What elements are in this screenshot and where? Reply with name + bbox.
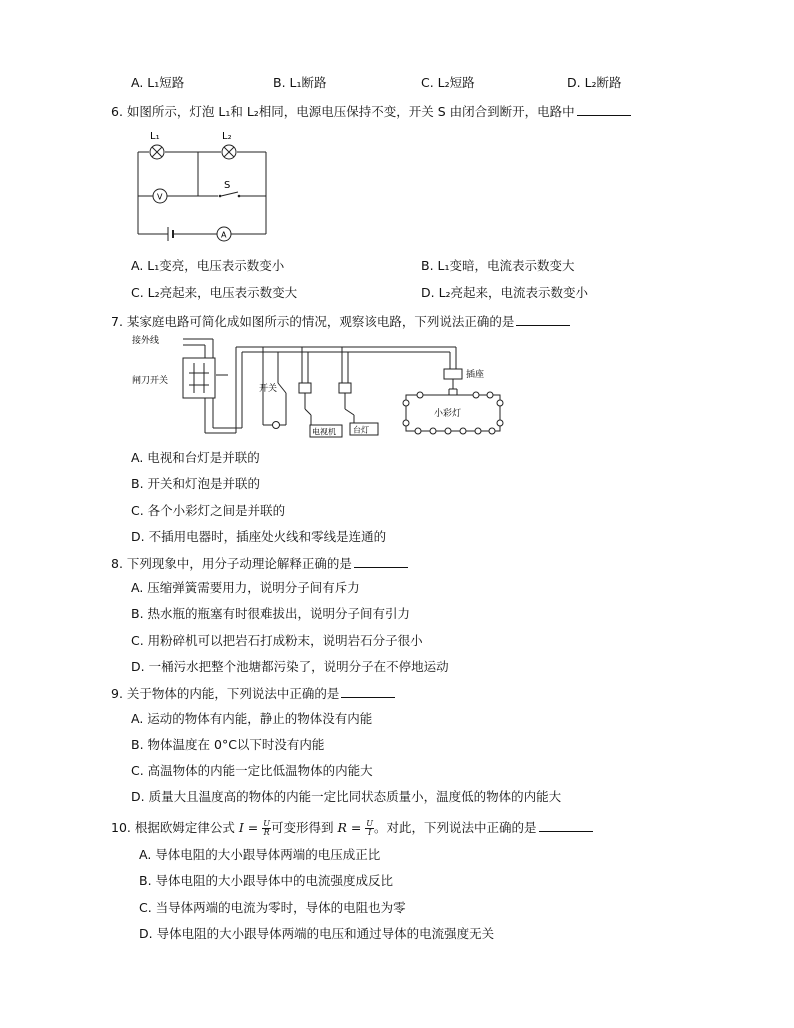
q6-stem bbox=[111, 103, 631, 120]
q5-option-d: D. L₂断路 bbox=[567, 75, 622, 90]
formula-ohm-fraction bbox=[262, 820, 271, 837]
q8-stem-text: 8. 下列现象中，用分子动理论解释正确的是 bbox=[111, 556, 352, 571]
q10-stem-text-2: 可变形得到 bbox=[270, 820, 338, 835]
q9-option-a: A. 运动的物体有内能，静止的物体没有内能 bbox=[131, 711, 373, 726]
q8-option-a: A. 压缩弹簧需要用力，说明分子间有斥力 bbox=[131, 580, 360, 595]
answer-blank bbox=[539, 819, 593, 832]
label-desk-lamp: 台灯 bbox=[353, 425, 369, 435]
q8-option-c: C. 用粉碎机可以把岩石打成粉末，说明岩石分子很小 bbox=[131, 633, 423, 648]
battery-icon bbox=[168, 227, 173, 241]
formula-ohm-denominator: R bbox=[263, 828, 270, 837]
q5-option-c: C. L₂短路 bbox=[421, 75, 475, 90]
q6-option-c: C. L₂亮起来，电压表示数变大 bbox=[131, 285, 298, 300]
bulb-icon bbox=[273, 422, 280, 429]
q10-option-a: A. 导体电阻的大小跟导体两端的电压成正比 bbox=[139, 847, 381, 862]
q7-stem-text: 7. 某家庭电路可简化成如图所示的情况，观察该电路，下列说法正确的是 bbox=[111, 314, 515, 329]
q9-stem bbox=[111, 685, 395, 702]
q7-option-a: A. 电视和台灯是并联的 bbox=[131, 450, 260, 465]
label-l2: L₂ bbox=[222, 131, 232, 142]
q9-option-c: C. 高温物体的内能一定比低温物体的内能大 bbox=[131, 763, 373, 778]
formula-ohm-numerator: U bbox=[263, 819, 270, 828]
label-l1: L₁ bbox=[150, 131, 160, 142]
label-string-lights: 小彩灯 bbox=[434, 409, 462, 419]
q9-option-d: D. 质量大且温度高的物体的内能一定比同状态质量小，温度低的物体的内能大 bbox=[131, 789, 562, 804]
q10-stem bbox=[111, 819, 593, 837]
q10-option-d: D. 导体电阻的大小跟导体两端的电压和通过导体的电流强度无关 bbox=[139, 926, 495, 941]
q7-household-circuit-diagram bbox=[128, 333, 508, 443]
q7-option-d: D. 不插用电器时，插座处火线和零线是连通的 bbox=[131, 529, 387, 544]
q10-option-c: C. 当导体两端的电流为零时，导体的电阻也为零 bbox=[139, 900, 406, 915]
formula-r-lhs: R = bbox=[337, 820, 362, 835]
answer-blank bbox=[577, 103, 631, 116]
q6-stem-text: 6. 如图所示，灯泡 L₁和 L₂相同，电源电压保持不变，开关 S 由闭合到断开，电路中 bbox=[111, 104, 575, 119]
q8-option-b: B. 热水瓶的瓶塞有时很难拔出，说明分子间有引力 bbox=[131, 606, 411, 621]
q6-option-b: B. L₁变暗，电流表示数变大 bbox=[421, 258, 575, 273]
q10-stem-text-3: 。对此，下列说法中正确的是 bbox=[374, 820, 537, 835]
q5-option-b: B. L₁断路 bbox=[273, 75, 327, 90]
q9-stem-text: 9. 关于物体的内能，下列说法中正确的是 bbox=[111, 686, 340, 701]
q7-option-c: C. 各个小彩灯之间是并联的 bbox=[131, 503, 286, 518]
answer-blank bbox=[354, 555, 408, 568]
label-outside-line: 接外线 bbox=[132, 336, 160, 346]
label-tv: 电视机 bbox=[312, 427, 336, 437]
answer-blank bbox=[341, 685, 395, 698]
q8-option-d: D. 一桶污水把整个池塘都污染了，说明分子在不停地运动 bbox=[131, 659, 449, 674]
q6-circuit-diagram bbox=[128, 126, 273, 248]
label-switch: 开关 bbox=[259, 384, 278, 394]
q6-option-d: D. L₂亮起来，电流表示数变小 bbox=[421, 285, 589, 300]
q10-option-b: B. 导体电阻的大小跟导体中的电流强度成反比 bbox=[139, 873, 394, 888]
q6-option-a: A. L₁变亮，电压表示数变小 bbox=[131, 258, 285, 273]
label-v: V bbox=[157, 192, 163, 202]
label-socket: 插座 bbox=[466, 370, 485, 380]
bulb-l2-icon bbox=[222, 145, 236, 159]
answer-blank bbox=[516, 313, 570, 326]
q7-option-b: B. 开关和灯泡是并联的 bbox=[131, 476, 261, 491]
q9-option-b: B. 物体温度在 0°C以下时没有内能 bbox=[131, 737, 325, 752]
formula-r-denominator: I bbox=[368, 828, 372, 837]
formula-r-numerator: U bbox=[366, 819, 374, 828]
q10-stem-text-1: 10. 根据欧姆定律公式 bbox=[111, 820, 239, 835]
q7-stem bbox=[111, 313, 570, 330]
bulb-l1-icon bbox=[150, 145, 164, 159]
label-s: S bbox=[224, 180, 231, 191]
formula-r-fraction bbox=[365, 820, 374, 837]
label-knife-switch: 闸刀开关 bbox=[132, 376, 169, 386]
label-a: A bbox=[221, 230, 227, 240]
formula-ohm-lhs: I = bbox=[238, 820, 259, 835]
q8-stem bbox=[111, 555, 408, 572]
q5-option-a: A. L₁短路 bbox=[131, 75, 185, 90]
